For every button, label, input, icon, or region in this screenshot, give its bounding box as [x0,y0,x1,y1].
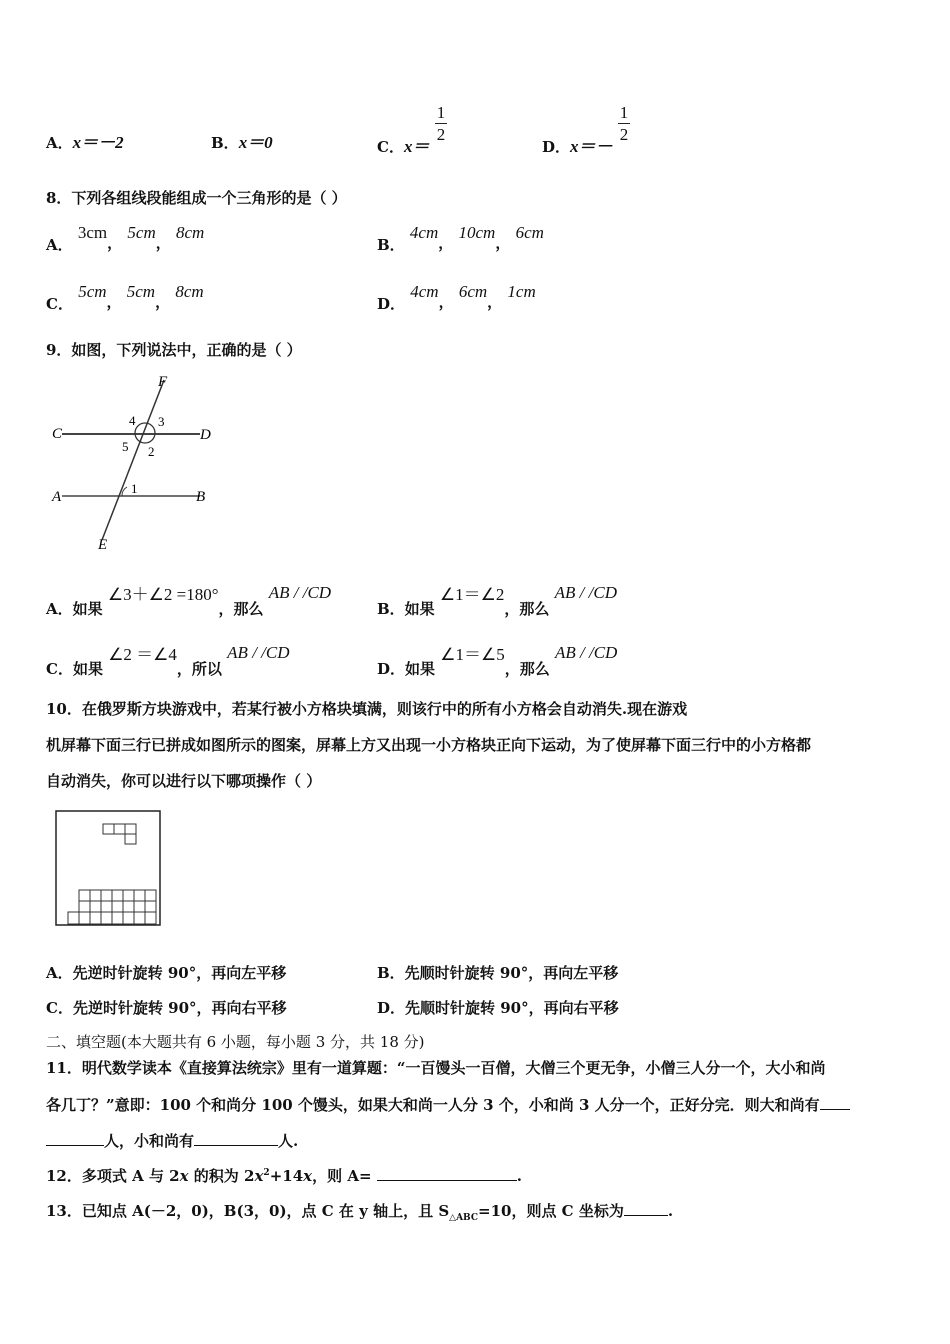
q9-b-result: AB / /CD [554,583,617,602]
connector-text: ，那么 [504,600,550,618]
connector-text: ，所以 [176,660,222,678]
length-value: 8cm [175,223,205,242]
connector-text: ，那么 [218,600,264,618]
q7-c-fraction: $\frac{1}{2}$ [436,103,446,144]
q10-line-1: 10．在俄罗斯方块游戏中，若某行被小方格块填满，则该行中的所有小方格会自动消失.现在游戏 [46,700,688,718]
q11-line-3-end: 人. [278,1132,299,1150]
bottom-rows-pattern [68,890,156,924]
q9-stem: 9．如图，下列说法中，正确的是（ ） [46,341,302,359]
separator: ， [106,293,122,311]
exponent: 2 [263,1168,270,1178]
option-label: C． [46,295,73,313]
length-value: 5cm [127,223,156,242]
label-b: B [196,489,206,505]
option-label: B． [377,236,405,254]
q13 [46,1200,673,1223]
length-value: 5cm [126,282,156,301]
q13-text: 13．已知点 A(－2，0)，B(3，0)，点 C 在 y 轴上，且 S [46,1202,450,1220]
variable-x: x [254,1167,264,1185]
connector-text: ，那么 [504,660,550,678]
length-value: 10cm [458,223,496,242]
option-label: C． [377,137,404,156]
falling-block [103,824,136,844]
q9-d-condition: ∠1＝∠5 [440,645,505,664]
q8-option-b [377,222,544,254]
variable-x: x [303,1167,313,1185]
label-d: D [200,427,211,443]
q11-line-1: 11．明代数学读本《直接算法统宗》里有一道算题：“一百馒头一百僧，大僧三个更无争，小僧三人分一个，大小和尚 [46,1059,826,1077]
answer-blank[interactable] [377,1166,517,1181]
q12 [46,1165,522,1186]
label-angle-1: 1 [131,481,138,496]
option-label: A． [46,236,73,254]
line-ef [102,380,164,540]
q7-option-b [211,128,273,153]
option-label: D． [377,295,406,313]
separator: ， [487,293,503,311]
label-angle-3: 3 [158,414,165,429]
q9-a-condition: ∠3＋∠2 =180° [107,585,219,604]
separator: ， [495,234,511,252]
q7-c-x: x＝ [403,136,430,156]
q13-end: . [667,1202,674,1220]
q7-option-d [542,103,630,156]
q10-option-a: A．先逆时针旋转 90°，再向左平移 [46,964,287,982]
section-2-heading: 二、填空题(本大题共有 6 小题，每小题 3 分，共 18 分) [46,1033,425,1051]
q9-c-condition: ∠2 ＝∠4 [108,645,177,664]
option-label: B．如果 [377,600,435,618]
option-label: D． [542,137,571,156]
q13-subscript: △ABC [449,1213,478,1223]
label-angle-2: 2 [148,444,155,459]
option-label: A．如果 [46,600,103,618]
q12-end: . [516,1167,522,1185]
option-label: C．如果 [46,660,103,678]
q11-line-3-text: 人，小和尚有 [104,1132,195,1150]
label-angle-4: 4 [129,413,136,428]
separator: ， [107,234,123,252]
length-value: 8cm [175,282,204,301]
q9-b-condition: ∠1＝∠2 [439,585,505,604]
q7-option-c [377,103,447,156]
answer-blank[interactable] [46,1131,104,1146]
q10-line-3: 自动消失，你可以进行以下哪项操作（ ） [46,772,322,790]
q9-a-result: AB / /CD [268,583,332,602]
q9-c-result: AB / /CD [227,643,290,662]
separator: ， [438,293,454,311]
q12-text: 12．多项式 A 与 2 [46,1167,180,1185]
length-value: 6cm [515,223,544,242]
screen-frame [56,811,160,925]
q10-option-d: D．先顺时针旋转 90°，再向右平移 [377,999,619,1017]
q9-d-result: AB / /CD [554,643,618,662]
separator: ， [155,293,171,311]
q11-line-2-text: 各几丁？”意即：100 个和尚分 100 个馒头，如果大和尚一人分 3 个，小和尚 3 人分一个，正好分完．则大和尚有 [46,1096,820,1114]
length-value: 4cm [409,223,439,242]
variable-x: x [179,1167,189,1185]
q8-option-d [377,281,536,313]
answer-blank[interactable] [820,1095,850,1110]
q10-option-b: B．先顺时针旋转 90°，再向左平移 [377,964,619,982]
q8-option-c [46,281,204,313]
q9-option-b [377,580,617,618]
length-value: 5cm [78,282,107,301]
label-angle-5: 5 [122,439,129,454]
q7-option-a [46,128,124,153]
q7-a-expr: x＝－2 [72,133,124,152]
q13-text: =10，则点 C 坐标为 [478,1202,624,1220]
q9-option-a [46,580,332,618]
label-c: C [52,426,63,442]
q12-text: 的积为 2 [188,1167,255,1185]
length-value: 3cm [77,223,108,242]
length-value: 6cm [458,282,488,301]
q8-stem: 8．下列各组线段能组成一个三角形的是（ ） [46,189,347,207]
option-label: A． [46,134,73,152]
q12-text: ，则 A= [312,1167,372,1185]
q10-tetris-screen-figure [55,810,163,928]
length-value: 1cm [507,282,536,301]
q10-option-c: C．先逆时针旋转 90°，再向右平移 [46,999,287,1017]
q11-line-3 [46,1130,298,1151]
answer-blank[interactable] [194,1131,278,1146]
q7-d-fraction: $\frac{1}{2}$ [619,103,629,144]
q7-d-x: x＝－ [570,136,613,156]
label-f: F [158,374,168,390]
separator: ， [438,234,454,252]
q12-text: +14 [269,1167,304,1185]
q7-b-expr: x＝0 [238,133,273,152]
q9-option-c [46,640,290,678]
q9-option-d [377,640,618,678]
option-label: B． [211,134,239,152]
option-label: D．如果 [377,660,436,678]
answer-blank[interactable] [624,1201,668,1216]
q10-line-2: 机屏幕下面三行已拼成如图所示的图案，屏幕上方又出现一小方格块正向下运动，为了使屏幕下面三行中的小方格都 [46,736,812,754]
label-e: E [98,537,108,553]
separator: ， [155,234,171,252]
q9-parallel-lines-figure [40,370,230,555]
length-value: 4cm [410,282,439,301]
q8-option-a [46,222,205,254]
q11-line-2 [46,1094,850,1115]
label-a: A [52,489,62,505]
